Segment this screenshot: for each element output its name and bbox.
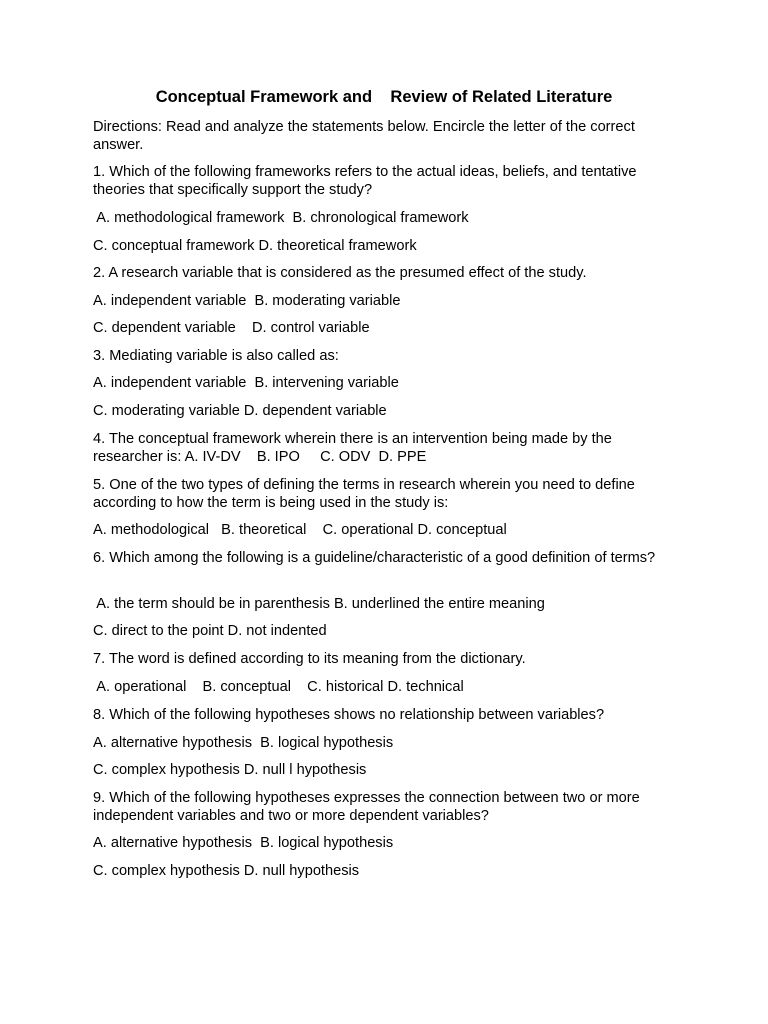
- question-1-options-c-d: C. conceptual framework D. theoretical framework: [93, 238, 417, 254]
- question-2-options-c-d: C. dependent variable D. control variable: [93, 320, 370, 336]
- question-3-options-c-d: C. moderating variable D. dependent variable: [93, 403, 387, 419]
- question-6-options-a-b: A. the term should be in parenthesis B. underlined the entire meaning: [93, 596, 545, 612]
- question-5: 5. One of the two types of defining the terms in research wherein you need to define according to how the term is being used in the study is:: [93, 477, 639, 511]
- question-9: 9. Which of the following hypotheses expresses the connection between two or more independent variables and two or more dependent variables?: [93, 790, 644, 824]
- question-2-options-a-b: A. independent variable B. moderating variable: [93, 293, 401, 309]
- question-3: 3. Mediating variable is also called as:: [93, 348, 339, 364]
- question-2: 2. A research variable that is considered as the presumed effect of the study.: [93, 265, 587, 281]
- question-9-options-a-b: A. alternative hypothesis B. logical hypothesis: [93, 835, 394, 851]
- question-7: 7. The word is defined according to its meaning from the dictionary.: [93, 651, 526, 667]
- question-8: 8. Which of the following hypotheses shows no relationship between variables?: [93, 707, 605, 723]
- page-title: Conceptual Framework and Review of Related Literature: [155, 88, 613, 106]
- question-3-options-a-b: A. independent variable B. intervening variable: [93, 375, 399, 391]
- question-6-options-c-d: C. direct to the point D. not indented: [93, 623, 327, 639]
- question-5-options: A. methodological B. theoretical C. operational D. conceptual: [93, 522, 507, 538]
- question-9-options-c-d: C. complex hypothesis D. null hypothesis: [93, 863, 360, 879]
- question-8-options-a-b: A. alternative hypothesis B. logical hypothesis: [93, 735, 394, 751]
- question-7-options: A. operational B. conceptual C. historical D. technical: [93, 679, 464, 695]
- question-1-options-a-b: A. methodological framework B. chronological framework: [93, 210, 469, 226]
- directions-text: Directions: Read and analyze the statements below. Encircle the letter of the correct answer.: [93, 119, 639, 153]
- question-8-options-c-d: C. complex hypothesis D. null l hypothesis: [93, 762, 367, 778]
- question-6: 6. Which among the following is a guideline/characteristic of a good definition of terms?: [93, 550, 656, 566]
- question-4: 4. The conceptual framework wherein there is an intervention being made by the researcher is: A. IV-DV B. IPO C. ODV D. PPE: [93, 431, 616, 465]
- question-1: 1. Which of the following frameworks refers to the actual ideas, beliefs, and tentative theories that specifically support the study?: [93, 164, 641, 198]
